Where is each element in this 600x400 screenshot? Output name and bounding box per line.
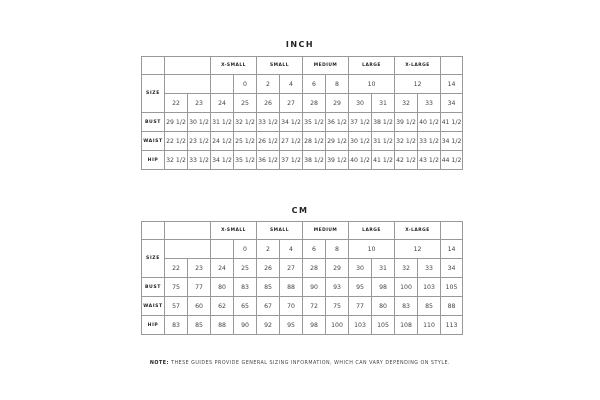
eu-size-cell: 22: [165, 94, 188, 113]
us-size-cell: 12: [395, 240, 441, 259]
empty-cell: [441, 57, 463, 75]
measure-cell: 67: [257, 297, 280, 316]
us-size-cell: 2: [257, 240, 280, 259]
group-label-large: LARGE: [349, 57, 395, 75]
hip-row-label: HIP: [142, 316, 165, 335]
measure-cell: 32 1/2: [234, 113, 257, 132]
measure-cell: 70: [280, 297, 303, 316]
measure-cell: 75: [165, 278, 188, 297]
inch-section-title: INCH: [285, 40, 315, 49]
group-label-small: SMALL: [257, 57, 303, 75]
group-label-medium: MEDIUM: [303, 57, 349, 75]
measure-cell: 35 1/2: [303, 113, 326, 132]
measure-cell: 43 1/2: [418, 151, 441, 170]
measure-cell: 80: [211, 278, 234, 297]
measure-cell: 23 1/2: [188, 132, 211, 151]
us-size-cell: 10: [349, 75, 395, 94]
eu-size-row: [142, 259, 463, 278]
measure-cell: 33 1/2: [257, 113, 280, 132]
measure-cell: 75: [326, 297, 349, 316]
measure-cell: 98: [303, 316, 326, 335]
waist-row: [142, 132, 463, 151]
measure-cell: 33 1/2: [418, 132, 441, 151]
eu-size-cell: 34: [441, 94, 463, 113]
measure-cell: 24 1/2: [211, 132, 234, 151]
us-size-cell: 4: [280, 75, 303, 94]
measure-cell: 42 1/2: [395, 151, 418, 170]
measure-cell: 103: [349, 316, 372, 335]
group-label-x-large: X-LARGE: [395, 57, 441, 75]
measure-cell: 77: [188, 278, 211, 297]
group-header-row: [142, 222, 463, 240]
bust-row-label: BUST: [142, 113, 165, 132]
eu-size-cell: 28: [303, 94, 326, 113]
measure-cell: 31 1/2: [372, 132, 395, 151]
measure-cell: 110: [418, 316, 441, 335]
us-size-cell: 14: [441, 75, 463, 94]
footnote-label: NOTE:: [149, 361, 169, 366]
measure-cell: 77: [349, 297, 372, 316]
us-size-cell: 0: [234, 75, 257, 94]
measure-cell: 38 1/2: [372, 113, 395, 132]
measure-cell: 100: [395, 278, 418, 297]
measure-cell: 88: [441, 297, 463, 316]
measure-cell: 95: [349, 278, 372, 297]
eu-size-cell: 33: [418, 94, 441, 113]
measure-cell: 105: [441, 278, 463, 297]
group-label-medium: MEDIUM: [303, 222, 349, 240]
empty-cell: [211, 240, 234, 259]
us-size-cell: 6: [303, 240, 326, 259]
eu-size-cell: 28: [303, 259, 326, 278]
us-size-cell: 14: [441, 240, 463, 259]
eu-size-cell: 23: [188, 94, 211, 113]
measure-cell: 93: [326, 278, 349, 297]
measure-cell: 30 1/2: [188, 113, 211, 132]
measure-cell: 33 1/2: [188, 151, 211, 170]
empty-cell: [165, 240, 211, 259]
hip-row: [142, 151, 463, 170]
measure-cell: 85: [188, 316, 211, 335]
eu-size-cell: 29: [326, 259, 349, 278]
empty-cell: [165, 57, 211, 75]
measure-cell: 85: [257, 278, 280, 297]
measure-cell: 57: [165, 297, 188, 316]
measure-cell: 29 1/2: [165, 113, 188, 132]
measure-cell: 92: [257, 316, 280, 335]
cm-section-title: CM: [291, 206, 309, 215]
measure-cell: 83: [165, 316, 188, 335]
cm-size-table: [141, 221, 463, 335]
us-size-cell: 12: [395, 75, 441, 94]
eu-size-cell: 32: [395, 94, 418, 113]
group-label-small: SMALL: [257, 222, 303, 240]
us-size-cell: 8: [326, 240, 349, 259]
eu-size-cell: 27: [280, 259, 303, 278]
measure-cell: 90: [234, 316, 257, 335]
eu-size-cell: 30: [349, 94, 372, 113]
us-size-cell: 0: [234, 240, 257, 259]
us-size-cell: 10: [349, 240, 395, 259]
measure-cell: 95: [280, 316, 303, 335]
us-size-cell: 4: [280, 240, 303, 259]
size-row-label: SIZE: [142, 240, 165, 278]
measure-cell: 65: [234, 297, 257, 316]
eu-size-cell: 24: [211, 259, 234, 278]
hip-row: [142, 316, 463, 335]
eu-size-cell: 26: [257, 259, 280, 278]
measure-cell: 32 1/2: [395, 132, 418, 151]
us-size-row: [142, 240, 463, 259]
waist-row-label: WAIST: [142, 132, 165, 151]
eu-size-cell: 30: [349, 259, 372, 278]
measure-cell: 40 1/2: [349, 151, 372, 170]
eu-size-cell: 23: [188, 259, 211, 278]
eu-size-cell: 34: [441, 259, 463, 278]
measure-cell: 22 1/2: [165, 132, 188, 151]
measure-cell: 100: [326, 316, 349, 335]
measure-cell: 98: [372, 278, 395, 297]
group-label-x-small: X-SMALL: [211, 57, 257, 75]
measure-cell: 30 1/2: [349, 132, 372, 151]
empty-cell: [165, 75, 211, 94]
bust-row-label: BUST: [142, 278, 165, 297]
group-label-large: LARGE: [349, 222, 395, 240]
measure-cell: 32 1/2: [165, 151, 188, 170]
measure-cell: 37 1/2: [280, 151, 303, 170]
measure-cell: 26 1/2: [257, 132, 280, 151]
measure-cell: 60: [188, 297, 211, 316]
size-row-label: SIZE: [142, 75, 165, 113]
empty-cell: [142, 57, 165, 75]
sizing-footnote: [0, 361, 600, 366]
hip-row-label: HIP: [142, 151, 165, 170]
measure-cell: 62: [211, 297, 234, 316]
eu-size-cell: 32: [395, 259, 418, 278]
measure-cell: 83: [395, 297, 418, 316]
empty-cell: [211, 75, 234, 94]
eu-size-cell: 31: [372, 94, 395, 113]
eu-size-cell: 24: [211, 94, 234, 113]
eu-size-cell: 25: [234, 259, 257, 278]
bust-row: [142, 113, 463, 132]
measure-cell: 41 1/2: [441, 113, 463, 132]
measure-cell: 34 1/2: [211, 151, 234, 170]
eu-size-cell: 29: [326, 94, 349, 113]
measure-cell: 40 1/2: [418, 113, 441, 132]
measure-cell: 31 1/2: [211, 113, 234, 132]
bust-row: [142, 278, 463, 297]
eu-size-cell: 26: [257, 94, 280, 113]
measure-cell: 72: [303, 297, 326, 316]
eu-size-cell: 33: [418, 259, 441, 278]
measure-cell: 90: [303, 278, 326, 297]
measure-cell: 85: [418, 297, 441, 316]
measure-cell: 37 1/2: [349, 113, 372, 132]
footnote-text: THESE GUIDES PROVIDE GENERAL SIZING INFORMATION, WHICH CAN VARY DEPENDING ON STYLE.: [168, 361, 451, 366]
measure-cell: 38 1/2: [303, 151, 326, 170]
measure-cell: 88: [211, 316, 234, 335]
eu-size-cell: 22: [165, 259, 188, 278]
measure-cell: 39 1/2: [395, 113, 418, 132]
measure-cell: 27 1/2: [280, 132, 303, 151]
inch-size-table: [141, 56, 463, 170]
eu-size-cell: 27: [280, 94, 303, 113]
measure-cell: 35 1/2: [234, 151, 257, 170]
group-label-x-large: X-LARGE: [395, 222, 441, 240]
waist-row-label: WAIST: [142, 297, 165, 316]
measure-cell: 105: [372, 316, 395, 335]
measure-cell: 34 1/2: [441, 132, 463, 151]
us-size-cell: 6: [303, 75, 326, 94]
us-size-row: [142, 75, 463, 94]
eu-size-cell: 25: [234, 94, 257, 113]
measure-cell: 36 1/2: [326, 113, 349, 132]
measure-cell: 28 1/2: [303, 132, 326, 151]
measure-cell: 108: [395, 316, 418, 335]
us-size-cell: 2: [257, 75, 280, 94]
measure-cell: 41 1/2: [372, 151, 395, 170]
empty-cell: [165, 222, 211, 240]
measure-cell: 36 1/2: [257, 151, 280, 170]
measure-cell: 25 1/2: [234, 132, 257, 151]
waist-row: [142, 297, 463, 316]
measure-cell: 39 1/2: [326, 151, 349, 170]
eu-size-row: [142, 94, 463, 113]
group-header-row: [142, 57, 463, 75]
measure-cell: 34 1/2: [280, 113, 303, 132]
us-size-cell: 8: [326, 75, 349, 94]
measure-cell: 83: [234, 278, 257, 297]
measure-cell: 113: [441, 316, 463, 335]
group-label-x-small: X-SMALL: [211, 222, 257, 240]
measure-cell: 29 1/2: [326, 132, 349, 151]
measure-cell: 88: [280, 278, 303, 297]
eu-size-cell: 31: [372, 259, 395, 278]
empty-cell: [441, 222, 463, 240]
measure-cell: 80: [372, 297, 395, 316]
measure-cell: 103: [418, 278, 441, 297]
measure-cell: 44 1/2: [441, 151, 463, 170]
empty-cell: [142, 222, 165, 240]
